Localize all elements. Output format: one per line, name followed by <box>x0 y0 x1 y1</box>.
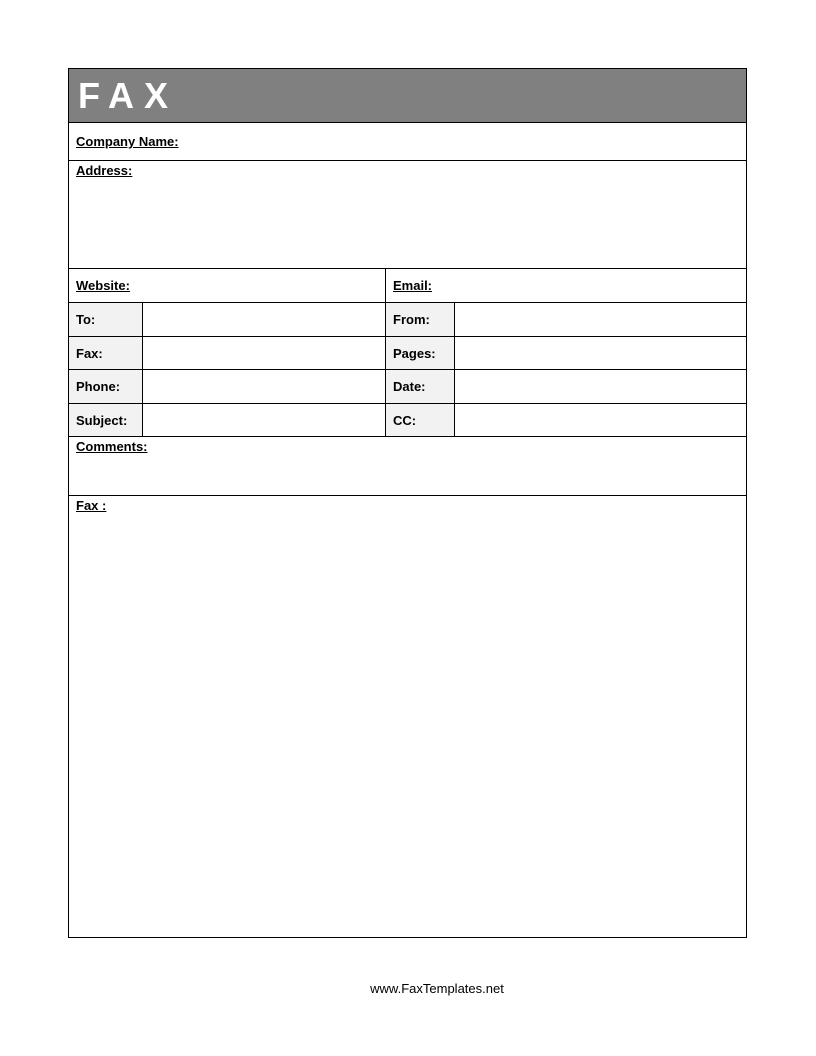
date-label: Date: <box>393 379 426 394</box>
cc-field[interactable] <box>455 404 746 436</box>
fax-field[interactable] <box>143 337 385 369</box>
fax-title: FAX <box>78 75 179 116</box>
address-label: Address: <box>76 163 133 178</box>
email-label: Email: <box>393 278 433 293</box>
address-row[interactable] <box>69 161 746 269</box>
to-field[interactable] <box>143 303 385 336</box>
company-name-row[interactable] <box>69 123 746 161</box>
fax-body-label: Fax : <box>76 498 107 513</box>
header-bar <box>69 69 746 123</box>
subject-field[interactable] <box>143 404 385 436</box>
website-label: Website: <box>76 278 130 293</box>
phone-label: Phone: <box>76 379 121 394</box>
from-field[interactable] <box>455 303 746 336</box>
from-label: From: <box>393 312 430 327</box>
website-email-row <box>69 269 746 303</box>
subject-cc-row <box>69 404 746 437</box>
subject-label: Subject: <box>76 412 128 428</box>
pages-field[interactable] <box>455 337 746 369</box>
to-from-row <box>69 303 746 337</box>
fax-form <box>68 68 747 938</box>
pages-label-cell <box>386 337 454 369</box>
cc-label: CC: <box>393 412 417 428</box>
footer-url: www.FaxTemplates.net <box>370 981 504 996</box>
date-field[interactable] <box>455 370 746 403</box>
company-name-label: Company Name: <box>76 134 179 149</box>
comments-row[interactable] <box>69 437 746 496</box>
from-label-cell <box>386 303 454 336</box>
to-label: To: <box>76 312 96 327</box>
phone-label-cell <box>69 370 142 403</box>
subject-label-cell <box>69 404 142 436</box>
fax-label-cell <box>69 337 142 369</box>
pages-label: Pages: <box>393 345 436 361</box>
comments-label: Comments: <box>76 439 148 454</box>
column-divider <box>385 269 386 302</box>
date-label-cell <box>386 370 454 403</box>
fax-body-area[interactable] <box>69 496 746 937</box>
fax-pages-row <box>69 337 746 370</box>
phone-date-row <box>69 370 746 404</box>
to-label-cell <box>69 303 142 336</box>
fax-label: Fax: <box>76 345 103 361</box>
phone-field[interactable] <box>143 370 385 403</box>
cc-label-cell <box>386 404 454 436</box>
